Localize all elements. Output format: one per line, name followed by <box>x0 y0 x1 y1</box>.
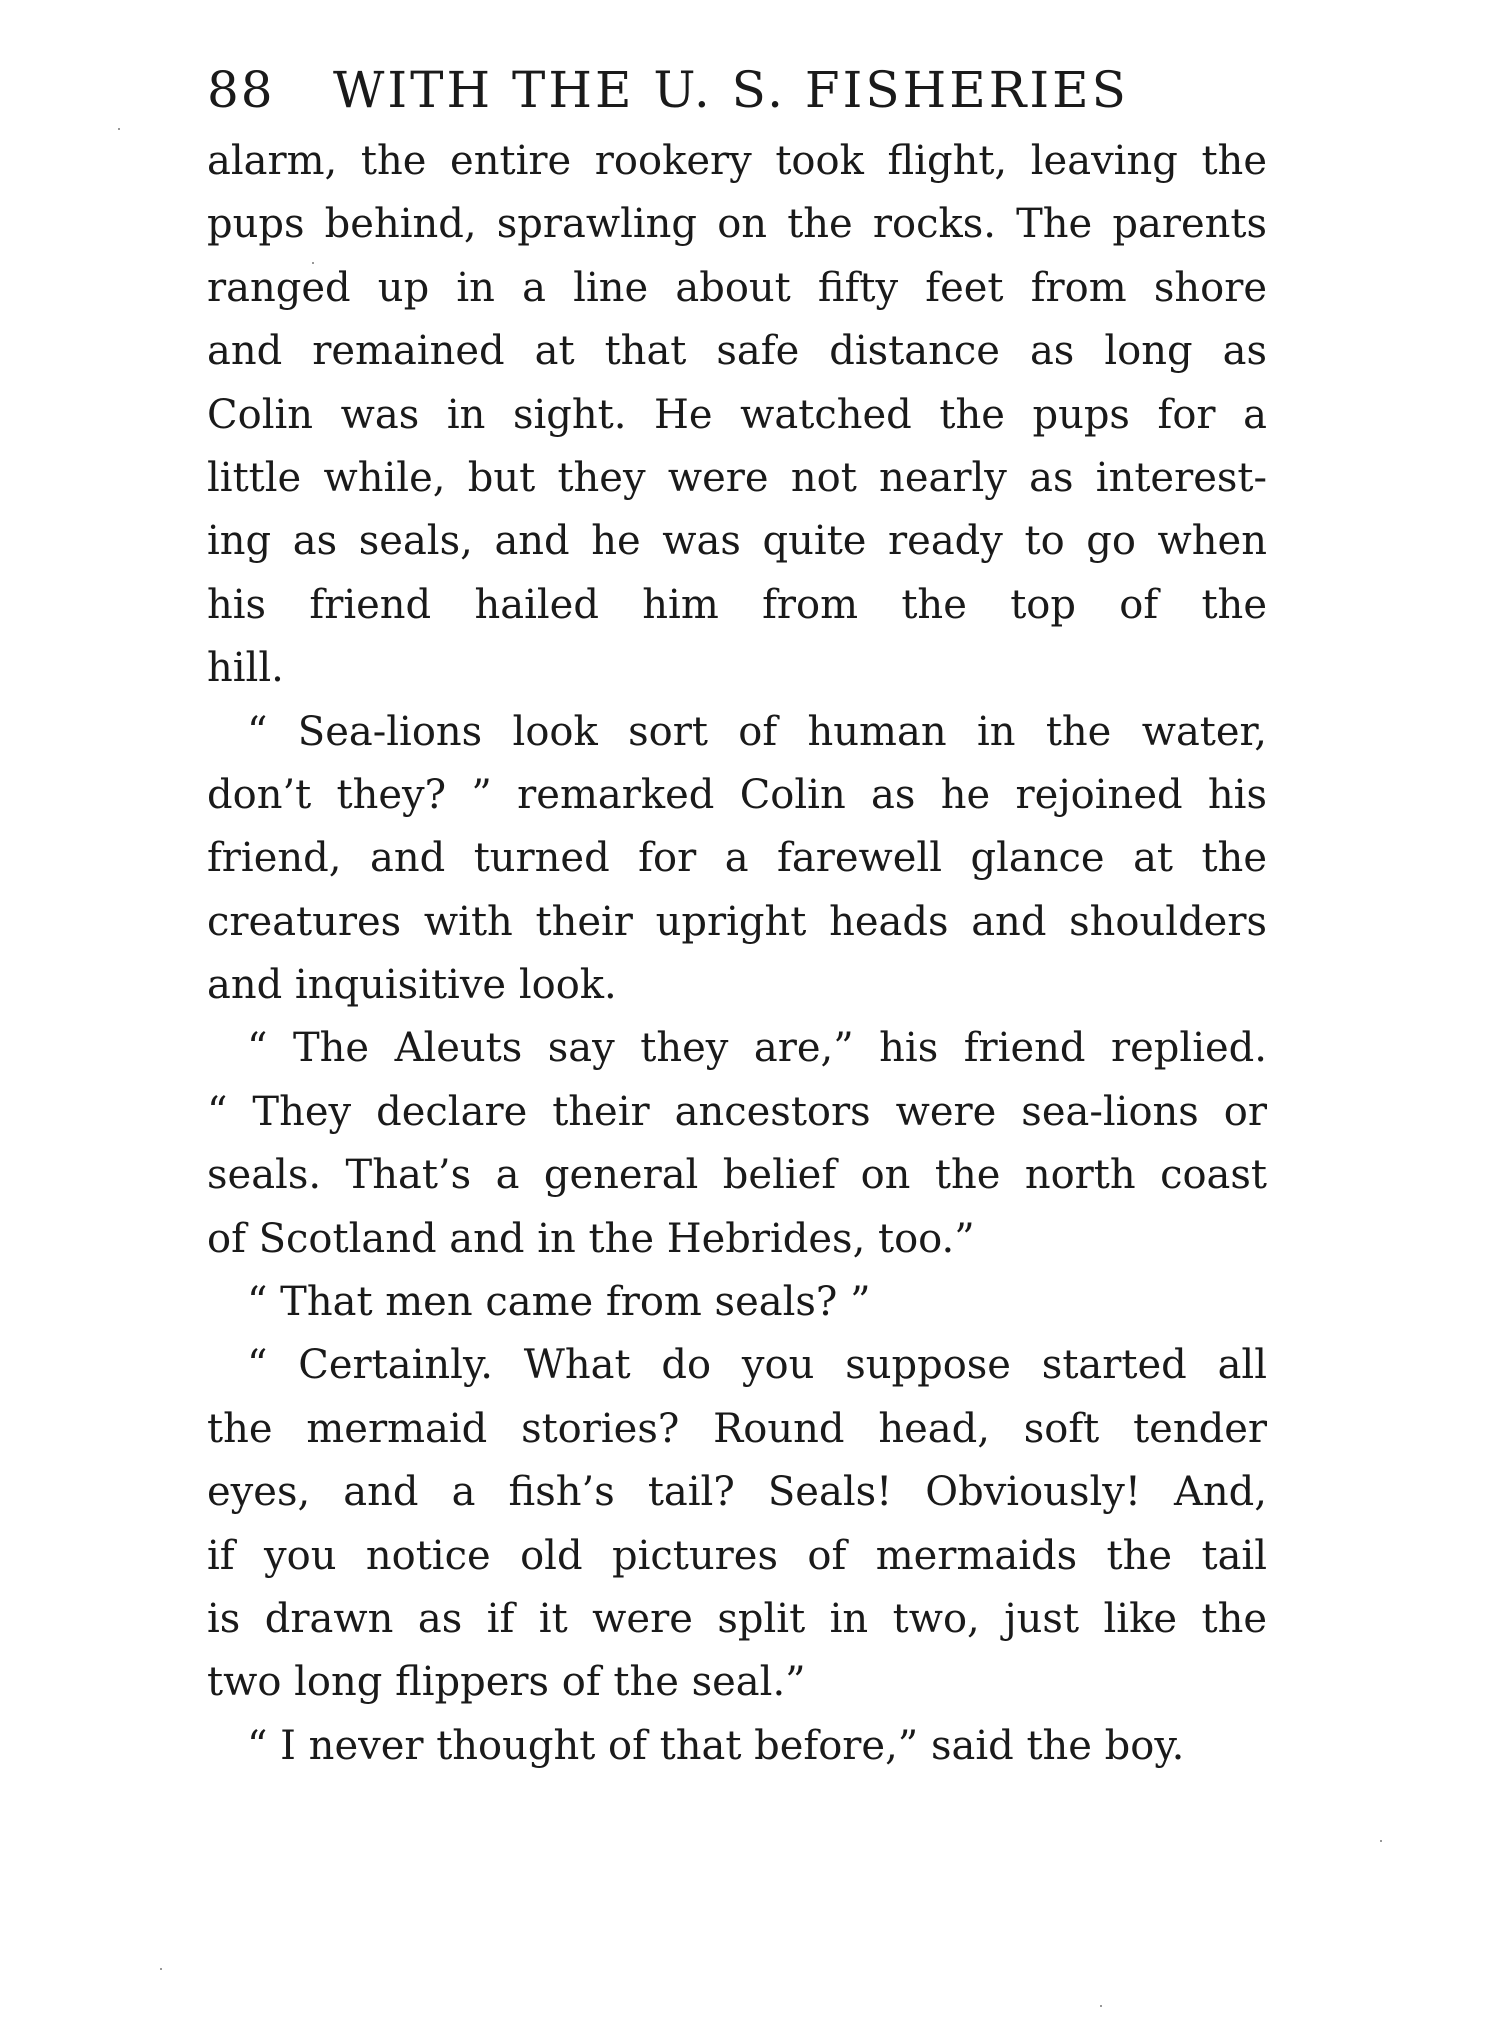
text-line: “ Sea-lions look sort of human in the water, <box>247 708 1267 755</box>
paper-speck <box>1380 1840 1382 1842</box>
paper-speck <box>312 262 314 264</box>
text-line: and inquisitive look. <box>207 962 617 1009</box>
text-line: “ I never thought of that before,” said the boy. <box>247 1722 1185 1769</box>
text-line: “ Certainly. What do you suppose started all <box>247 1342 1267 1389</box>
running-title: WITH THE U. S. FISHERIES <box>333 61 1129 119</box>
text-line: pups behind, sprawling on the rocks. The parents <box>207 201 1267 248</box>
text-line: hill. <box>207 645 284 692</box>
text-line: friend, and turned for a farewell glance at the <box>207 835 1267 882</box>
text-line: is drawn as if it were split in two, just like the <box>207 1595 1267 1642</box>
paper-speck <box>118 128 120 130</box>
paragraph <box>207 701 1267 1018</box>
body-text <box>207 130 1267 1778</box>
text-line: and remained at that safe distance as long as <box>207 328 1267 375</box>
text-line: of Scotland and in the Hebrides, too.” <box>207 1215 975 1262</box>
text-line: “ The Aleuts say they are,” his friend replied. <box>247 1025 1267 1072</box>
paragraph <box>207 130 1267 701</box>
paragraph <box>207 1715 1267 1778</box>
text-line: little while, but they were not nearly as interest- <box>207 454 1267 501</box>
paper-speck <box>160 1968 162 1970</box>
paragraph <box>207 1334 1267 1714</box>
text-line: seals. That’s a general belief on the north coast <box>207 1152 1267 1199</box>
text-line: “ They declare their ancestors were sea-lions or <box>207 1088 1267 1135</box>
text-line: ranged up in a line about fifty feet from shore <box>207 264 1267 311</box>
book-page <box>207 50 1267 1778</box>
text-line: don’t they? ” remarked Colin as he rejoined his <box>207 771 1267 818</box>
text-line: creatures with their upright heads and shoulders <box>207 898 1267 945</box>
page-number: 88 <box>207 61 275 119</box>
paper-speck <box>1100 2005 1102 2007</box>
text-line: alarm, the entire rookery took flight, leaving the <box>207 138 1267 184</box>
text-line: ing as seals, and he was quite ready to go when <box>207 518 1267 565</box>
text-line: eyes, and a fish’s tail? Seals! Obviously! And, <box>207 1469 1267 1516</box>
text-line: the mermaid stories? Round head, soft tender <box>207 1405 1267 1452</box>
text-line: his friend hailed him from the top of the <box>207 581 1267 628</box>
text-line: “ That men came from seals? ” <box>247 1279 871 1326</box>
text-line: Colin was in sight. He watched the pups for a <box>207 391 1267 438</box>
text-line: two long flippers of the seal.” <box>207 1659 806 1706</box>
running-header <box>207 50 1267 130</box>
paragraph <box>207 1271 1267 1334</box>
text-line: if you notice old pictures of mermaids the tail <box>207 1532 1267 1579</box>
paragraph <box>207 1017 1267 1271</box>
